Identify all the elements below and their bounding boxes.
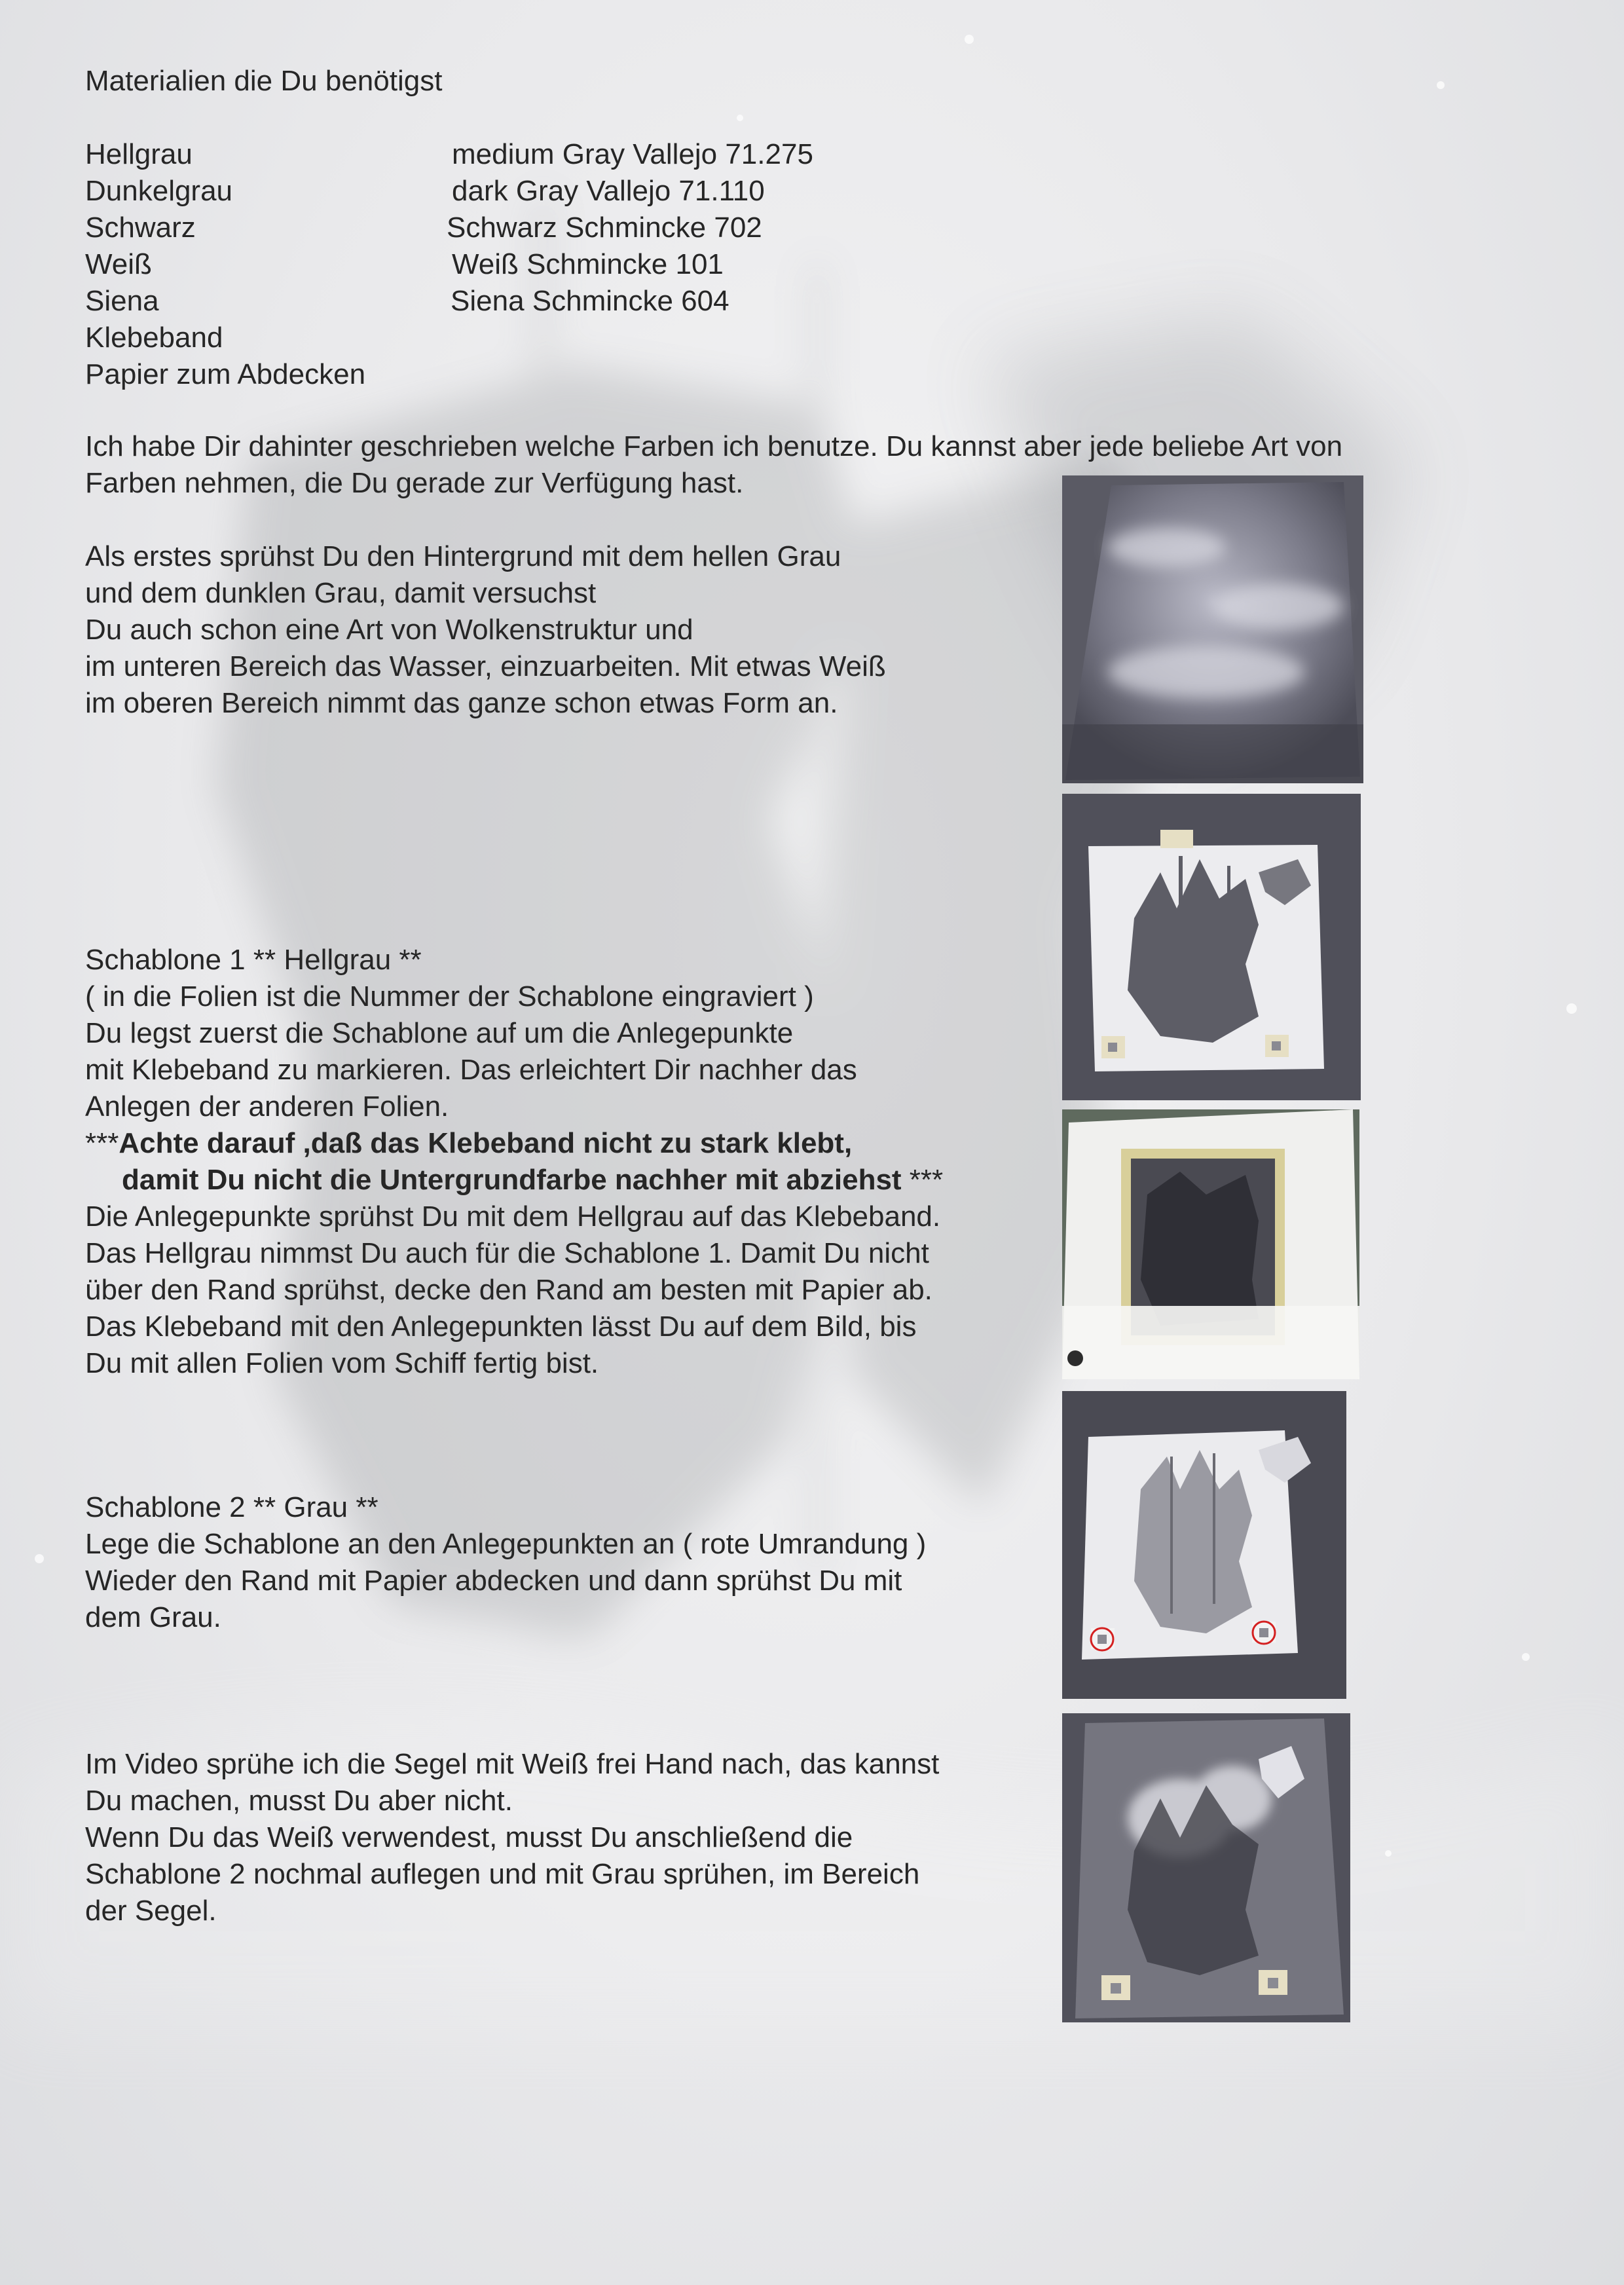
paragraph-line: Im Video sprühe ich die Segel mit Weiß frei Hand nach, das kannst: [85, 1748, 940, 1780]
warning-text: damit Du nicht die Untergrundfarbe nachher mit abziehst: [122, 1164, 902, 1196]
material-product: medium Gray Vallejo 71.275: [452, 138, 813, 170]
paragraph-line: Das Hellgrau nimmst Du auch für die Schablone 1. Damit Du nicht: [85, 1237, 929, 1269]
paragraph-line: Wenn Du das Weiß verwendest, musst Du anschließend die: [85, 1821, 853, 1853]
paragraph-line: im unteren Bereich das Wasser, einzuarbeiten. Mit etwas Weiß: [85, 650, 886, 682]
photo-border-masked: [1062, 1109, 1359, 1379]
paragraph-line: Anlegen der anderen Folien.: [85, 1090, 449, 1123]
paragraph-line: Du machen, musst Du aber nicht.: [85, 1785, 513, 1817]
paragraph-line: Das Klebeband mit den Anlegepunkten lässt Du auf dem Bild, bis: [85, 1310, 917, 1343]
material-product: dark Gray Vallejo 71.110: [452, 175, 765, 207]
intro-line: Ich habe Dir dahinter geschrieben welche Farben ich benutze. Du kannst aber jede beliebe Art von: [85, 430, 1343, 462]
warning-suffix: ***: [901, 1164, 944, 1196]
paragraph-line: über den Rand sprühst, decke den Rand am besten mit Papier ab.: [85, 1274, 932, 1306]
photo-stencil1-placed: [1062, 794, 1361, 1100]
warning-text: Achte darauf ,daß das Klebeband nicht zu stark klebt,: [119, 1127, 853, 1159]
paragraph-line: Die Anlegepunkte sprühst Du mit dem Hellgrau auf das Klebeband.: [85, 1200, 941, 1233]
material-name: Dunkelgrau: [85, 175, 233, 207]
warning-line: [85, 1125, 852, 1162]
material-name: Siena: [85, 285, 159, 317]
paragraph-line: im oberen Bereich nimmt das ganze schon etwas Form an.: [85, 687, 838, 719]
paragraph-line: und dem dunklen Grau, damit versuchst: [85, 577, 597, 609]
material-name: Papier zum Abdecken: [85, 358, 366, 390]
photo-background-sprayed: [1062, 475, 1363, 783]
paragraph-line: Wieder den Rand mit Papier abdecken und dann sprühst Du mit: [85, 1565, 902, 1597]
material-product: Siena Schmincke 604: [451, 285, 729, 317]
material-product: Weiß Schmincke 101: [452, 248, 724, 280]
material-name: Hellgrau: [85, 138, 193, 170]
materials-heading: Materialien die Du benötigst: [85, 65, 443, 97]
photo-sails-result: [1062, 1713, 1350, 2022]
section-title: Schablone 2 ** Grau **: [85, 1491, 378, 1523]
paragraph-line: Du auch schon eine Art von Wolkenstruktur und: [85, 614, 693, 646]
warning-prefix: ***: [85, 1127, 119, 1159]
photo-stencil2-placed: [1062, 1391, 1346, 1699]
material-name: Schwarz: [85, 212, 196, 244]
paragraph-line: Schablone 2 nochmal auflegen und mit Grau sprühen, im Bereich: [85, 1858, 920, 1890]
intro-line: Farben nehmen, die Du gerade zur Verfügung hast.: [85, 467, 744, 499]
warning-line: [122, 1162, 943, 1198]
paragraph-line: ( in die Folien ist die Nummer der Schablone eingraviert ): [85, 980, 814, 1012]
material-name: Weiß: [85, 248, 152, 280]
paragraph-line: dem Grau.: [85, 1601, 221, 1633]
section-title: Schablone 1 ** Hellgrau **: [85, 944, 422, 976]
paragraph-line: Lege die Schablone an den Anlegepunkten an ( rote Umrandung ): [85, 1528, 927, 1560]
material-product: Schwarz Schmincke 702: [447, 212, 762, 244]
paragraph-line: Du legst zuerst die Schablone auf um die Anlegepunkte: [85, 1017, 794, 1049]
paragraph-line: der Segel.: [85, 1895, 217, 1927]
paragraph-line: Du mit allen Folien vom Schiff fertig bist.: [85, 1347, 599, 1379]
paragraph-line: mit Klebeband zu markieren. Das erleichtert Dir nachher das: [85, 1054, 857, 1086]
material-name: Klebeband: [85, 322, 223, 354]
paragraph-line: Als erstes sprühst Du den Hintergrund mit dem hellen Grau: [85, 540, 841, 572]
